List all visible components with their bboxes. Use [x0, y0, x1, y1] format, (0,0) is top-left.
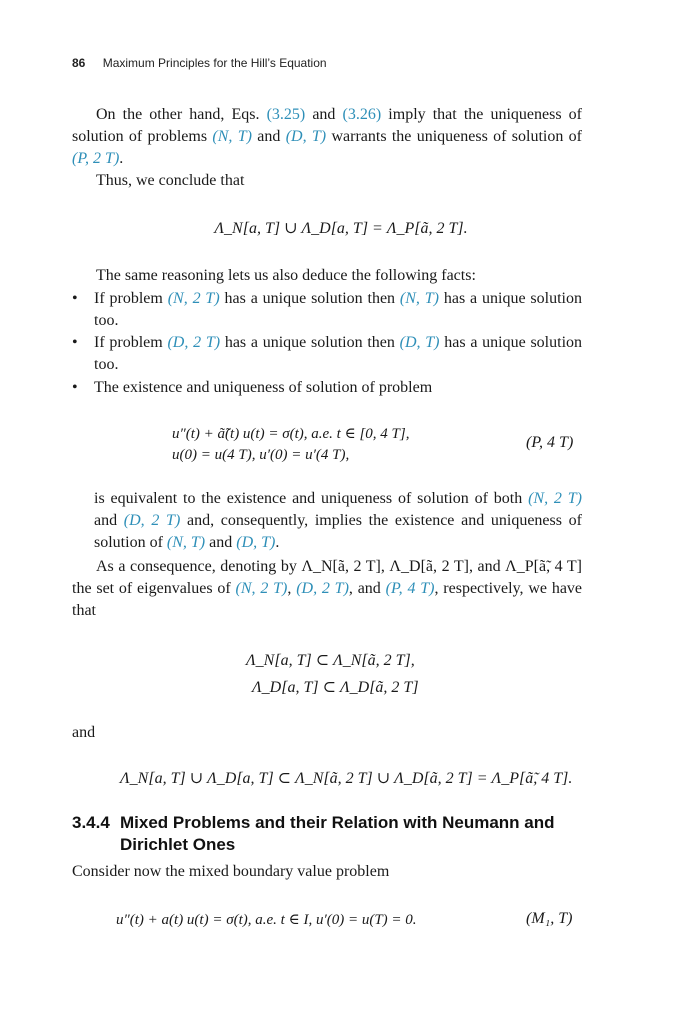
equation-mixed-problem: u″(t) + a(t) u(t) = σ(t), a.e. t ∈ I, u′(0) = u(T) = 0.: [116, 912, 417, 928]
bullet-icon: •: [72, 290, 78, 307]
paragraph-mixed-problem: Consider now the mixed boundary value problem: [72, 863, 390, 880]
problem-ref-n-t[interactable]: (N, T): [399, 290, 439, 307]
text-run: warrants the uniqueness of solution of: [326, 128, 583, 145]
text-run: and, consequently, implies the existence and uniqueness of solution of: [94, 512, 583, 551]
bullet-icon: •: [72, 334, 78, 351]
running-header: [72, 56, 327, 70]
bullet-item: [72, 377, 582, 399]
equation-union-eigenvalues: Λ_N[a, T] ∪ Λ_D[a, T] = Λ_P[ã, 2 T].: [214, 220, 468, 237]
text-run: and: [205, 534, 237, 551]
bullet-item: [72, 288, 582, 332]
text-run: and: [251, 128, 286, 145]
text-run: has a unique solution then: [220, 334, 400, 351]
problem-ref-d-2t[interactable]: (D, 2 T): [167, 334, 221, 351]
text-run: If problem: [94, 334, 168, 351]
text-run: and: [305, 106, 343, 123]
text-run: has a unique solution too.: [94, 290, 582, 329]
text-run: , and: [348, 580, 386, 597]
problem-ref-d-t[interactable]: (D, T): [285, 128, 327, 145]
equation-union-inclusion: Λ_N[a, T] ∪ Λ_D[a, T] ⊂ Λ_N[ã, 2 T] ∪ Λ_D[ã, 2 T] = Λ_P[ã̃, 4 T].: [120, 770, 573, 787]
page-number: 86: [72, 56, 86, 70]
problem-ref-n-2t[interactable]: (N, 2 T): [167, 290, 220, 307]
connector-and: and: [72, 724, 96, 741]
text-run: The existence and uniqueness of solution of problem: [94, 379, 433, 396]
problem-ref-d-2t[interactable]: (D, 2 T): [123, 512, 181, 529]
text-run: is equivalent to the existence and uniqueness of solution of both: [94, 490, 529, 507]
text-run: On the other hand, Eqs.: [96, 106, 267, 123]
text-run: imply that the uniqueness of solution of problems: [72, 106, 583, 145]
problem-ref-p-2t[interactable]: (P, 2 T): [72, 150, 120, 167]
equation-tag-p-4t: (P, 4 T): [526, 434, 574, 451]
problem-ref-n-2t[interactable]: (N, 2 T): [235, 580, 288, 597]
text-run: If problem: [94, 290, 168, 307]
paragraph-same-reasoning: The same reasoning lets us also deduce the following facts:: [96, 267, 476, 284]
text-run: has a unique solution then: [219, 290, 400, 307]
equation-dirichlet-inclusion: Λ_D[a, T] ⊂ Λ_D[ã, 2 T]: [252, 679, 419, 696]
problem-ref-n-t[interactable]: (N, T): [166, 534, 206, 551]
text-run: As a consequence, denoting by Λ_N[ã, 2 T], Λ_D[ã, 2 T], and Λ_P[ã̃, 4 T] the set of eigenvalues of: [72, 558, 582, 597]
problem-ref-d-2t[interactable]: (D, 2 T): [296, 580, 349, 597]
text-run: has a unique solution too.: [94, 334, 583, 373]
equation-p-4t-line2: u(0) = u(4 T), u′(0) = u′(4 T),: [172, 447, 350, 463]
problem-ref-n-t[interactable]: (N, T): [212, 128, 252, 145]
problem-ref-n-2t[interactable]: (N, 2 T): [528, 490, 582, 507]
equation-tag-m1-t: (M₁, T): [526, 910, 573, 927]
section-number: 3.4.4: [72, 813, 110, 832]
problem-ref-d-t[interactable]: (D, T): [399, 334, 440, 351]
text-run: ,: [287, 580, 297, 597]
problem-ref-p-4t[interactable]: (P, 4 T): [385, 580, 435, 597]
text-run: .: [119, 150, 124, 167]
section-title-line2: Dirichlet Ones: [120, 835, 236, 854]
problem-ref-d-t[interactable]: (D, T): [236, 534, 276, 551]
text-run: , respectively, we have that: [72, 580, 583, 619]
eq-ref-3-25[interactable]: (3.25): [266, 106, 306, 123]
text-run: and: [94, 512, 124, 529]
bullet-item: [72, 332, 582, 376]
running-title: Maximum Principles for the Hill’s Equation: [102, 56, 327, 70]
paragraph-equivalent: [94, 488, 582, 554]
bullet-icon: •: [72, 379, 78, 396]
eq-ref-3-26[interactable]: (3.26): [342, 106, 382, 123]
section-title-line1: Mixed Problems and their Relation with Neumann and: [120, 813, 555, 832]
equation-p-4t-line1: u″(t) + ã̃(t) u(t) = σ(t), a.e. t ∈ [0, 4 T],: [172, 426, 410, 442]
section-heading: [72, 812, 592, 856]
text-run: .: [275, 534, 280, 551]
equation-neumann-inclusion: Λ_N[a, T] ⊂ Λ_N[ã, 2 T],: [246, 652, 415, 669]
paragraph-consequence: [72, 556, 582, 622]
paragraph-conclude: Thus, we conclude that: [96, 172, 245, 189]
paragraph-uniqueness: [72, 104, 582, 170]
